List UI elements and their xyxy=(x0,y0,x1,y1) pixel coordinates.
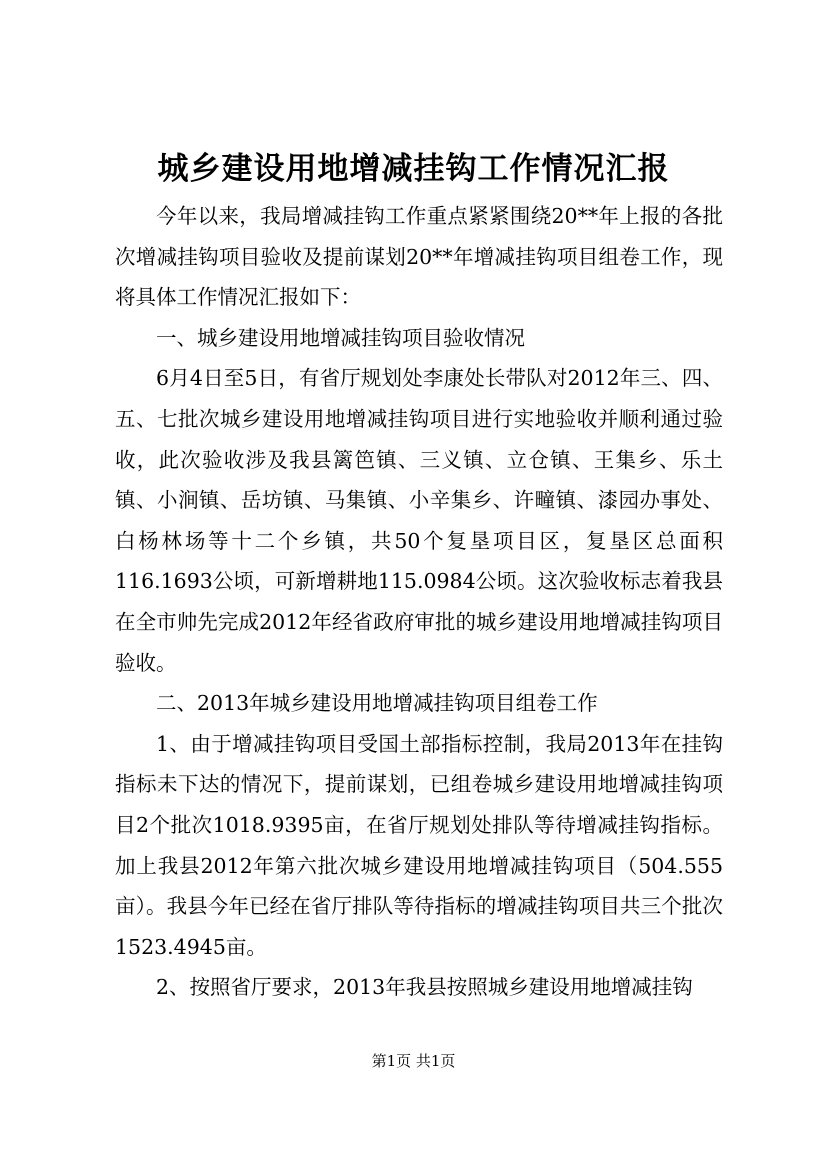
section-heading-2: 二、2013年城乡建设用地增减挂钩项目组卷工作 xyxy=(156,691,598,716)
document-body xyxy=(115,196,723,1008)
paragraph-intro: 今年以来，我局增减挂钩工作重点紧紧围绕20**年上报的各批次增减挂钩项目验收及提前谋划20**年增减挂钩项目组卷工作，现将具体工作情况汇报如下： xyxy=(115,204,723,310)
paragraph-acceptance: 6月4日至5日，有省厅规划处李康处长带队对2012年三、四、五、七批次城乡建设用地增减挂钩项目进行实地验收并顺利通过验收，此次验收涉及我县篱笆镇、三义镇、立仓镇、王集乡、乐土镇、小涧镇、岳坊镇、马集镇、小辛集乡、许疃镇、漆园办事处、白杨林场等十二个乡镇，共50个复垦项目区，复垦区总面积116.1693公顷，可新增耕地115.0984公顷。这次验收标志着我县在全市帅先完成2012年经省政府审批的城乡建设用地增减挂钩项目验收。 xyxy=(115,366,723,675)
page-number-footer: 第1页 共1页 xyxy=(371,1052,456,1070)
paragraph-item-2: 2、按照省厅要求，2013年我县按照城乡建设用地增减挂钩 xyxy=(156,975,693,1000)
document-title: 城乡建设用地增减挂钩工作情况汇报 xyxy=(157,151,670,187)
section-heading-1: 一、城乡建设用地增减挂钩项目验收情况 xyxy=(156,325,525,350)
paragraph-item-1: 1、由于增减挂钩项目受国土部指标控制，我局2013年在挂钩指标未下达的情况下，提前谋划，已组卷城乡建设用地增减挂钩项目2个批次1018.9395亩，在省厅规划处排队等待增减挂钩指标。加上我县2012年第六批次城乡建设用地增减挂钩项目（504.555亩）。我县今年已经在省厅排队等待指标的增减挂钩项目共三个批次1523.4945亩。 xyxy=(115,731,723,959)
